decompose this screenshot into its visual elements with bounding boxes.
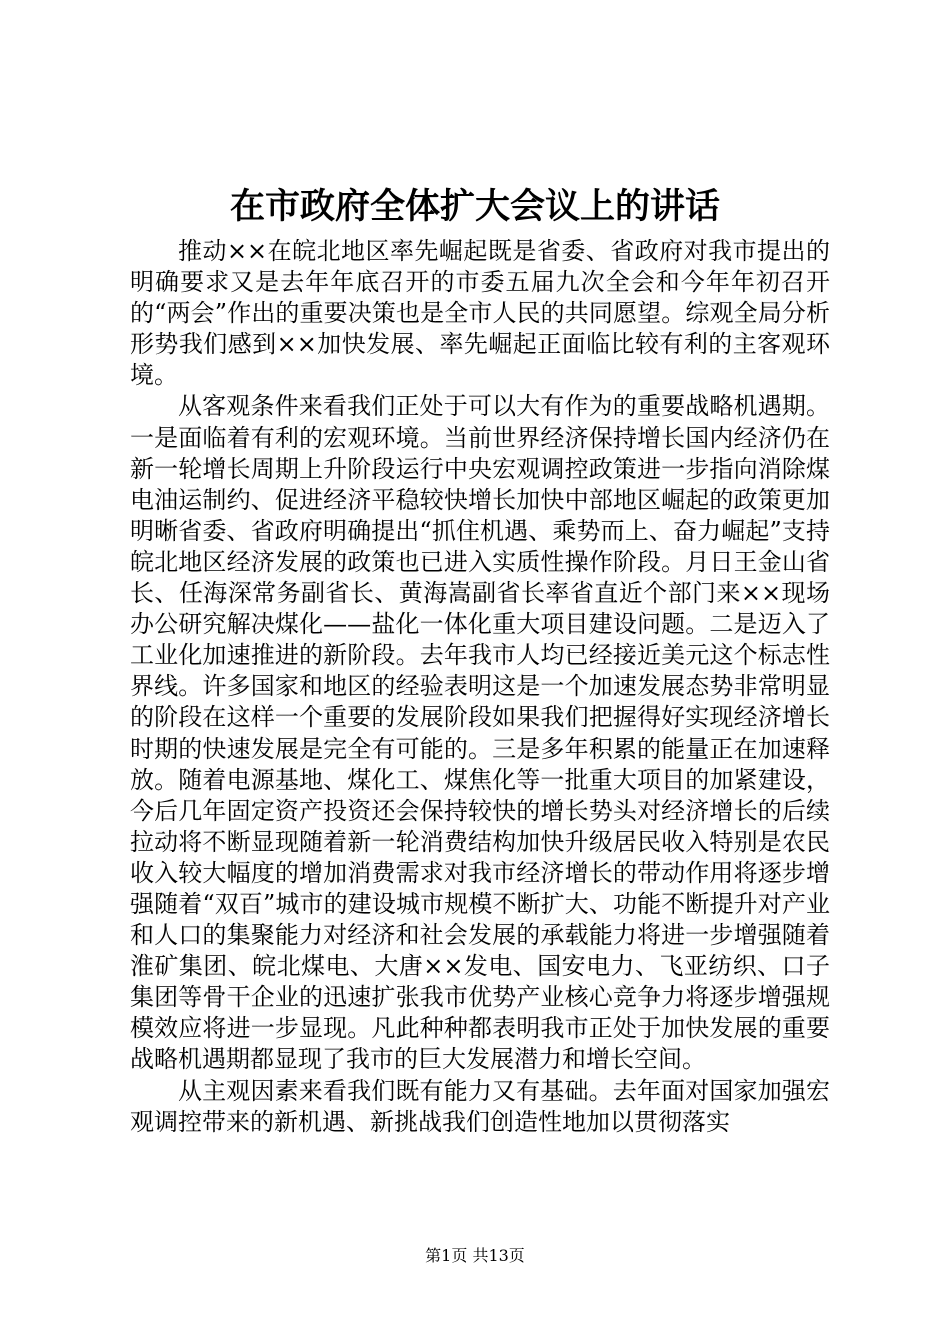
page-footer [0, 1244, 950, 1268]
document-title: 在市政府全体扩大会议上的讲话 [229, 186, 720, 227]
paragraph-1: 推动××在皖北地区率先崛起既是省委、省政府对我市提出的明确要求又是去年年底召开的市委五届九次全会和今年年初召开的“两会”作出的重要决策也是全市人民的共同愿望。综观全局分析形势我们感到××加快发展、率先崛起正面临比较有利的主客观环境。 [130, 237, 830, 390]
paragraph-3: 从主观因素来看我们既有能力又有基础。去年面对国家加强宏观调控带来的新机遇、新挑战我们创造性地加以贯彻落实 [130, 1076, 830, 1136]
paragraph-2: 从客观条件来看我们正处于可以大有作为的重要战略机遇期。一是面临着有利的宏观环境。当前世界经济保持增长国内经济仍在新一轮增长周期上升阶段运行中央宏观调控政策进一步指向消除煤电油运制约、促进经济平稳较快增长加快中部地区崛起的政策更加明晰省委、省政府明确提出“抓住机遇、乘势而上、奋力崛起”支持皖北地区经济发展的政策也已进入实质性操作阶段。月日王金山省长、任海深常务副省长、黄海嵩副省长率省直近个部门来××现场办公研究解决煤化——盐化一体化重大项目建设问题。二是迈入了工业化加速推进的新阶段。去年我市人均已经接近美元这个标志性界线。许多国家和地区的经验表明这是一个加速发展态势非常明显的阶段在这样一个重要的发展阶段如果我们把握得好实现经济增长时期的快速发展是完全有可能的。三是多年积累的能量正在加速释放。随着电源基地、煤化工、煤焦化等一批重大项目的加紧建设，今后几年固定资产投资还会保持较快的增长势头对经济增长的后续拉动将不断显现随着新一轮消费结构加快升级居民收入特别是农民收入较大幅度的增加消费需求对我市经济增长的带动作用将逐步增强随着“双百”城市的建设城市规模不断扩大、功能不断提升对产业和人口的集聚能力对经济和社会发展的承载能力将进一步增强随着淮矿集团、皖北煤电、大唐××发电、国安电力、飞亚纺织、口子集团等骨干企业的迅速扩张我市优势产业核心竞争力将逐步增强规模效应将进一步显现。凡此种种都表明我市正处于加快发展的重要战略机遇期都显现了我市的巨大发展潜力和增长空间。 [130, 392, 830, 1074]
page-number-label: 第1页 共13页 [425, 1246, 525, 1265]
document-body [130, 236, 830, 1138]
